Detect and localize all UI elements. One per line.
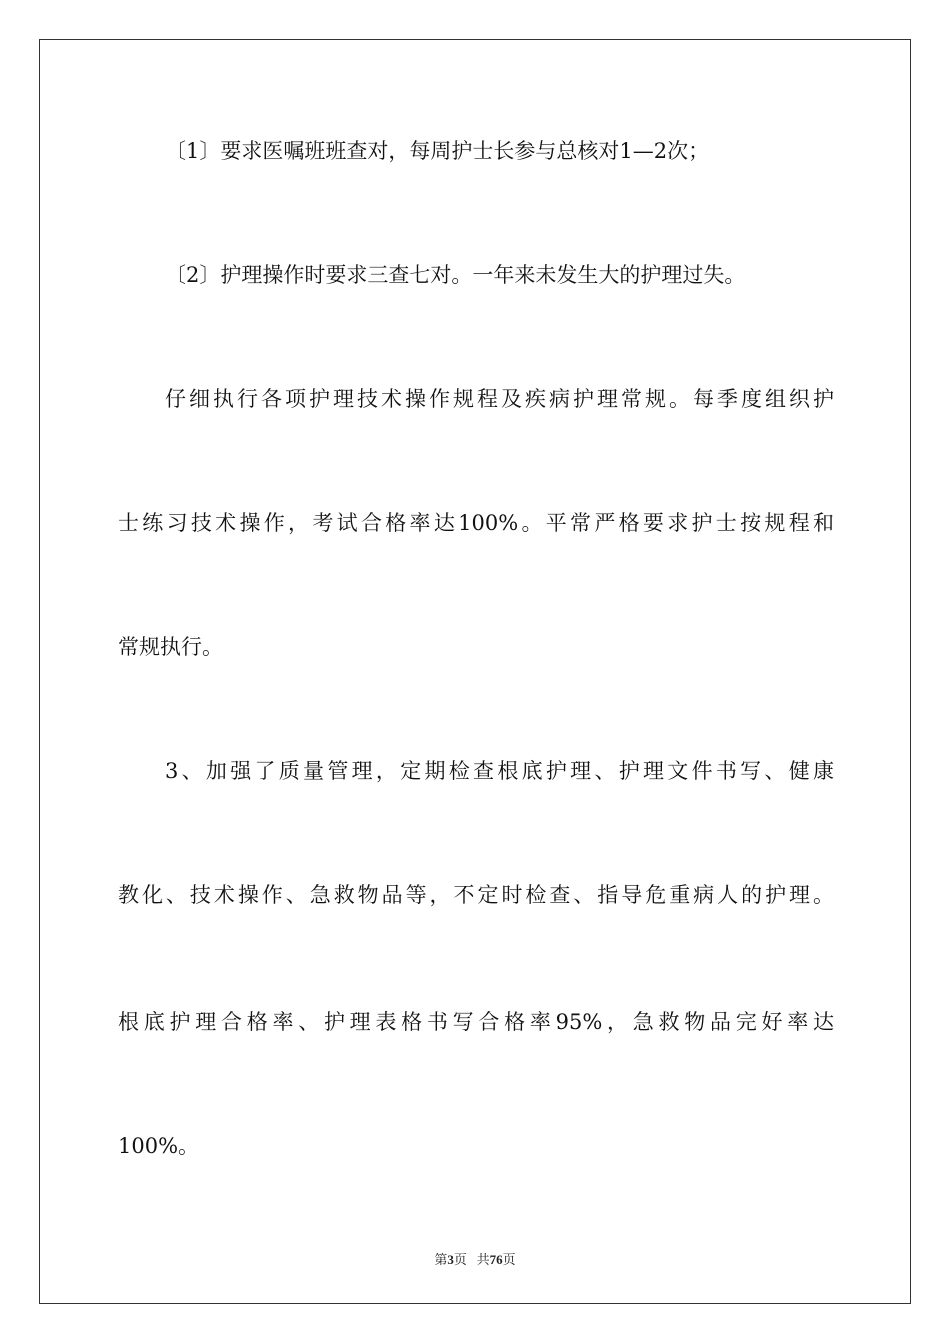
- paragraph-line-7: 教化、技术操作、急救物品等，不定时检查、指导危重病人的护理。: [118, 883, 834, 907]
- footer-page-suffix: 页: [453, 1252, 467, 1267]
- footer-page-number: 3: [447, 1252, 454, 1267]
- page-footer: [0, 1249, 950, 1268]
- paragraph-line-9: 100%。: [118, 1134, 200, 1158]
- footer-page-prefix: 第: [434, 1252, 448, 1267]
- paragraph-line-1: 〔1〕要求医嘱班班查对，每周护士长参与总核对1—2次；: [165, 139, 710, 163]
- paragraph-line-4: 士练习技术操作，考试合格率达100%。平常严格要求护士按规程和: [118, 511, 834, 535]
- footer-total-prefix: 共: [476, 1252, 490, 1267]
- paragraph-line-2: 〔2〕护理操作时要求三查七对。一年来未发生大的护理过失。: [165, 263, 746, 287]
- paragraph-line-6: 3、加强了质量管理，定期检查根底护理、护理文件书写、健康: [165, 759, 834, 783]
- paragraph-line-3: 仔细执行各项护理技术操作规程及疾病护理常规。每季度组织护: [165, 387, 834, 411]
- page-border: [39, 39, 911, 1304]
- footer-total-pages: 76: [489, 1252, 503, 1267]
- paragraph-line-5: 常规执行。: [118, 635, 223, 659]
- paragraph-line-8: 根底护理合格率、护理表格书写合格率95%，急救物品完好率达: [118, 1010, 834, 1034]
- footer-total-suffix: 页: [502, 1252, 516, 1267]
